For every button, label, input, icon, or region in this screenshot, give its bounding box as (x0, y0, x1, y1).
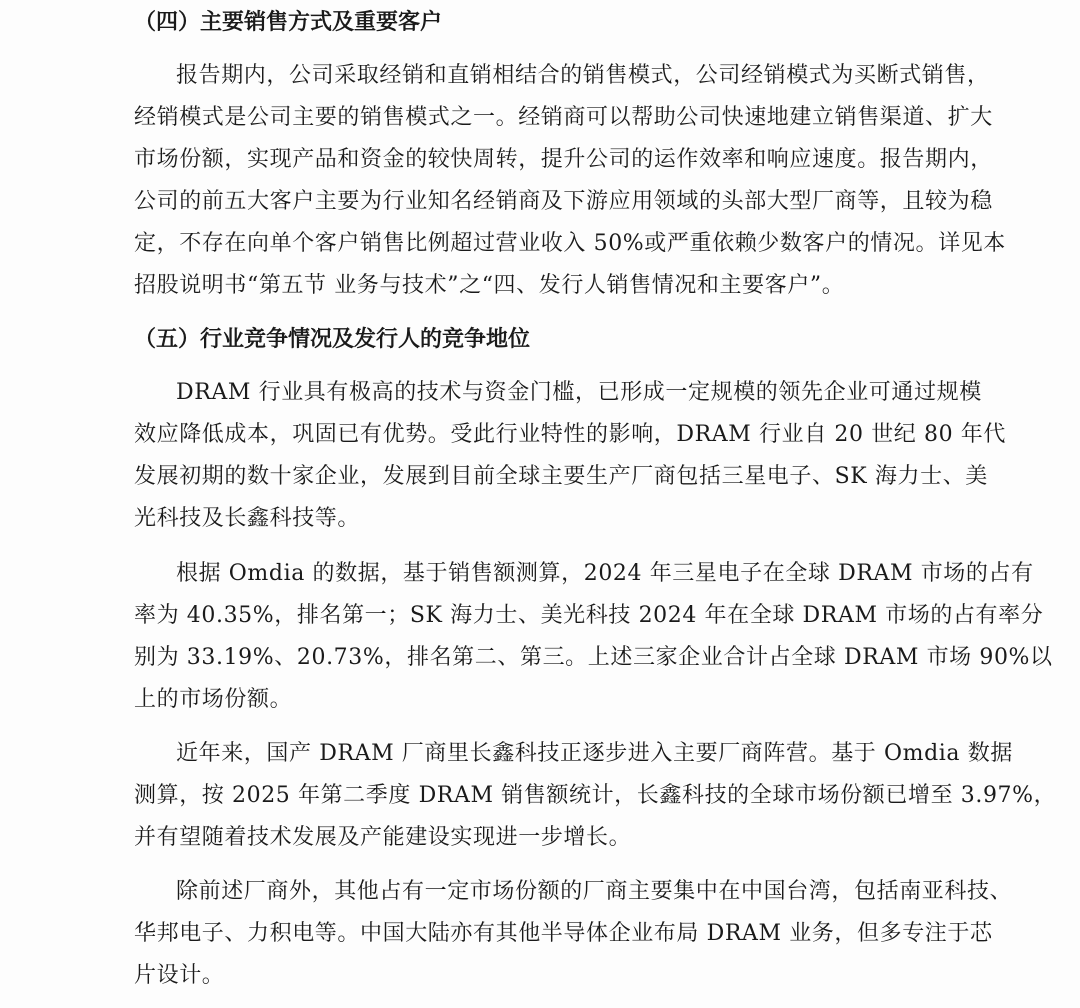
section-4-heading: （四）主要销售方式及重要客户 (134, 10, 443, 35)
section-5-heading: （五）行业竞争情况及发行人的竞争地位 (134, 327, 531, 352)
paragraph-line: 并有望随着技术发展及产能建设实现进一步增长。 (134, 825, 632, 850)
paragraph-line: 经销模式是公司主要的销售模式之一。经销商可以帮助公司快速地建立销售渠道、扩大 (134, 105, 993, 130)
paragraph-line: 除前述厂商外，其他占有一定市场份额的厂商主要集中在中国台湾，包括南亚科技、 (176, 879, 1013, 904)
paragraph-line: 上的市场份额。 (134, 687, 293, 712)
paragraph-line: 定，不存在向单个客户销售比例超过营业收入 50%或严重依赖少数客户的情况。详见本 (134, 231, 1006, 256)
paragraph-line: 别为 33.19%、20.73%，排名第二、第三。上述三家企业合计占全球 DRAM 市场 90%以 (134, 645, 1053, 670)
paragraph-line: 根据 Omdia 的数据，基于销售额测算，2024 年三星电子在全球 DRAM 市场的占有 (176, 561, 1034, 586)
paragraph-line: 效应降低成本，巩固已有优势。受此行业特性的影响，DRAM 行业自 20 世纪 80 年代 (134, 422, 1006, 447)
paragraph-line: 市场份额，实现产品和资金的较快周转，提升公司的运作效率和响应速度。报告期内， (134, 147, 993, 172)
paragraph-line: 片设计。 (134, 963, 225, 988)
paragraph-line: 华邦电子、力积电等。中国大陆亦有其他半导体企业布局 DRAM 业务，但多专注于芯 (134, 921, 993, 946)
paragraph-line: 公司的前五大客户主要为行业知名经销商及下游应用领域的头部大型厂商等，且较为稳 (134, 189, 993, 214)
paragraph-line: 发展初期的数十家企业，发展到目前全球主要生产厂商包括三星电子、SK 海力士、美 (134, 464, 988, 489)
paragraph-line: 光科技及长鑫科技等。 (134, 506, 361, 531)
paragraph-line: 近年来，国产 DRAM 厂商里长鑫科技正逐步进入主要厂商阵营。基于 Omdia 数据 (176, 741, 1013, 766)
paragraph-line: 测算，按 2025 年第二季度 DRAM 销售额统计，长鑫科技的全球市场份额已增至 3.97%， (134, 783, 1057, 808)
paragraph-line: 招股说明书“第五节 业务与技术”之“四、发行人销售情况和主要客户”。 (134, 273, 845, 298)
paragraph-line: DRAM 行业具有极高的技术与资金门槛，已形成一定规模的领先企业可通过规模 (176, 380, 982, 405)
paragraph-line: 报告期内，公司采取经销和直销相结合的销售模式，公司经销模式为买断式销售， (176, 63, 990, 88)
paragraph-line: 率为 40.35%，排名第一；SK 海力士、美光科技 2024 年在全球 DRAM 市场的占有率分 (134, 603, 1044, 628)
